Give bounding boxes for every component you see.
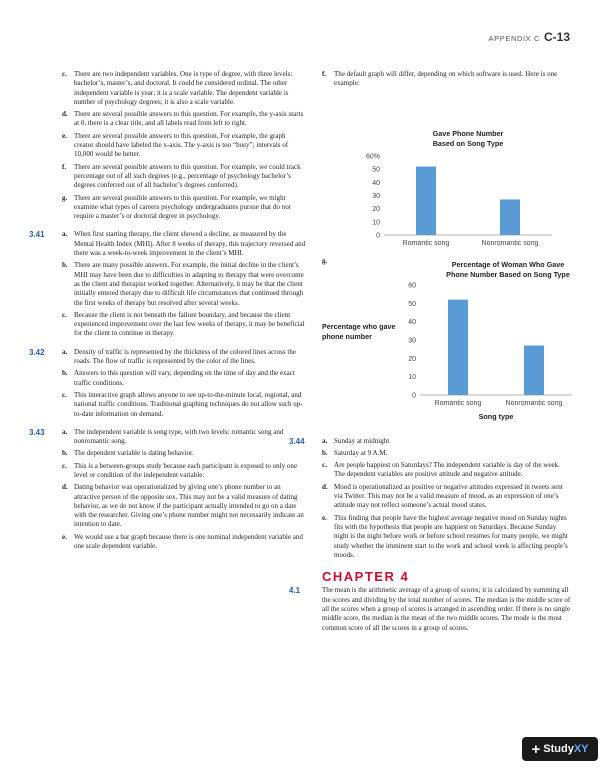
answer-text: This is a between-groups study because each participant is exposed to only one level or condition of the independent variable. xyxy=(74,461,298,479)
x-axis-label: Song type xyxy=(478,411,514,421)
right-answers xyxy=(289,436,572,561)
answer-text: There are two independent variables. One is type of degree, with three levels: bachelor’s, master’s, and doctoral. It could be considered ordinal. The other independent variable is year; it is a scale variable. The dependent variable is number of psychology degrees; it is also a scale variable. xyxy=(74,70,293,106)
question-block xyxy=(29,230,306,338)
y-tick-label: 20 xyxy=(408,355,416,363)
answer-text: There are several possible answers to this question. For example, the graph creator should have labeled the x-axis. The y-axis is too “busy”; intervals of 10,000 would be better. xyxy=(74,131,289,159)
answer-text: Are people happiest on Saturdays? The independent variable is day of the week. The dependent variables are positive attitude and negative attitude. xyxy=(334,461,560,479)
y-tick-label: 50 xyxy=(408,300,416,308)
answer-item xyxy=(322,514,572,560)
answer-text: There are several possible answers to this question. For example, we could track percentage out of all such degrees (e.g., percentage of psychology bachelor’s degrees conferred out of all bachelor’s degrees conferred). xyxy=(74,162,301,190)
answer-item xyxy=(62,428,306,447)
answer-letter: c. xyxy=(62,310,67,319)
answer-item xyxy=(62,348,306,367)
question-block xyxy=(289,436,572,561)
answer-text: There are several possible answers to this question. For example, we might examine what types of careers psychology undergraduates pursue that do not require a master’s or doctoral degree in psychology. xyxy=(74,193,291,221)
answer-letter: b. xyxy=(62,369,68,378)
answer-letter: c. xyxy=(62,70,67,78)
answer-item xyxy=(322,461,572,480)
answer-text: When first starting therapy, the client showed a decline, as measured by the Mental Health Index (MHI). After 8 weeks of therapy, this trajectory reversed and there was a week-to-week improvement in the client’s MHI. xyxy=(74,230,306,258)
answer-letter: c. xyxy=(62,461,67,470)
answer-letter: a. xyxy=(322,436,328,445)
answer-item xyxy=(62,230,306,258)
running-header xyxy=(489,30,570,44)
answer-item xyxy=(322,437,572,446)
answer-item xyxy=(62,449,306,458)
answer-item xyxy=(62,132,306,160)
question-number: 3.41 xyxy=(29,230,45,240)
answer-item xyxy=(62,70,306,107)
answer-item xyxy=(62,163,306,191)
answer-item xyxy=(62,261,306,307)
chart-title-line: Based on Song Type xyxy=(432,138,504,148)
plus-icon: + xyxy=(531,740,541,758)
question-block xyxy=(29,347,306,419)
answer-item xyxy=(62,110,306,129)
question-number: 3.44 xyxy=(289,436,305,446)
answer-letter: a. xyxy=(62,347,68,356)
bar-nonromantic-song xyxy=(524,345,544,395)
answer-letter: f. xyxy=(322,70,327,78)
bar-chart-2 xyxy=(322,253,572,431)
answer-letter: a. xyxy=(62,230,68,239)
chapter-heading: CHAPTER 4 xyxy=(322,569,410,585)
answer-text: Sunday at midnight xyxy=(334,436,390,445)
answer-text: Density of traffic is represented by the thickness of the colored lines across the roads. The flow of traffic is represented by the color of the lines. xyxy=(74,347,296,366)
question-block xyxy=(289,586,572,632)
answer-text: The dependent variable is dating behavior. xyxy=(74,449,194,458)
question-number: 3.43 xyxy=(29,427,45,437)
question-number: 4.1 xyxy=(289,586,301,596)
answer-text: This interactive graph allows anyone to see up-to-the-minute local, regional, and national traffic conditions. Traditional graphing techniques do not allow such up-to-date information on demand. xyxy=(74,390,303,418)
question-number: 3.42 xyxy=(29,347,45,357)
chart-title-line: Gave Phone Number xyxy=(432,128,504,138)
appendix-label: APPENDIX C xyxy=(488,34,540,43)
answer-text: The default graph will differ, depending on which software is used. Here is one example: xyxy=(334,70,558,88)
answer-text: The mean is the arithmetic average of a group of scores; it is calculated by summing all the scores and dividing by the total number of scores. The median is the middle score of all the scores when a group of scores is arranged in ascending order. If there is no single middle score, the median is the mean of the two middle scores. The mode is the most common score of all the scores in a group of scores. xyxy=(322,586,571,632)
answer-item xyxy=(62,369,306,388)
y-tick-label: 60 xyxy=(408,282,416,290)
y-tick-label: 0 xyxy=(376,232,380,240)
answer-text: Dating behavior was operationalized by giving one’s phone number to an attractive person of the opposite sex. This may not be a valid measure of dating behavior, as we do not know if the participant actually intended to go on a date with the researcher. Giving one’s phone number might not necessarily indicate an intention to date. xyxy=(74,483,304,529)
left-column xyxy=(29,70,306,560)
bar-romantic-song xyxy=(416,166,436,234)
x-tick-label: Romantic song xyxy=(434,399,482,407)
answer-text: There are many possible answers. For example, the initial decline in the client’s MHI may have been due to difficulties in adapting to therapy that were overcome as the client and therapist worked together. Alternatively, it may be that the client initially entered therapy due to difficult life circumstances that continued through the first weeks of therapy but resolved after several weeks. xyxy=(74,261,304,307)
y-tick-label: 60% xyxy=(365,153,380,161)
answer-letter: g. xyxy=(322,256,328,265)
answer-item xyxy=(62,194,306,222)
studyxy-logo[interactable] xyxy=(522,737,598,761)
answer-text: We would use a bar graph because there is one nominal independent variable and one scale dependent variable. xyxy=(74,532,303,551)
answer-letter: f. xyxy=(62,162,67,171)
y-axis-label-line: Percentage who gave xyxy=(322,321,396,331)
y-tick-label: 50 xyxy=(372,166,380,174)
answer-text: The independent variable is song type, with two levels: romantic song and nonromantic song. xyxy=(74,427,284,446)
y-tick-label: 10 xyxy=(372,218,380,226)
answer-letter: d. xyxy=(62,110,68,119)
answer-letter: d. xyxy=(62,483,68,492)
answer-letter: c. xyxy=(322,461,327,470)
y-axis-label-line: phone number xyxy=(322,331,372,341)
answer-text: Saturday at 9 A.M. xyxy=(334,448,388,457)
bar-chart-1 xyxy=(322,92,572,247)
answer-letter: e. xyxy=(322,513,327,522)
y-tick-label: 10 xyxy=(408,373,416,381)
y-tick-label: 40 xyxy=(372,179,380,187)
answer-item xyxy=(62,311,306,339)
answer-item xyxy=(322,70,572,89)
x-tick-label: Nonromantic song xyxy=(505,399,563,407)
answer-text: Mood is operationalized as positive or negative attitudes expressed in tweets sent via Twitter. This may not be a valid measure of mood, as an expression of one’s attitude may not reflect someone’s actual mood states. xyxy=(334,482,563,510)
answer-item xyxy=(62,483,306,529)
answer-item xyxy=(62,533,306,552)
answer-letter: a. xyxy=(62,427,68,436)
answer-item xyxy=(62,391,306,419)
right-column xyxy=(289,70,572,642)
answer-item xyxy=(322,483,572,511)
question-block xyxy=(29,427,306,552)
y-tick-label: 30 xyxy=(408,337,416,345)
brand-name: StudyXY xyxy=(543,743,589,755)
question-block xyxy=(62,70,306,221)
answer-text: There are several possible answers to this question. For example, the y-axis starts at 0, there is a clear title, and all labels read from left to right. xyxy=(74,110,304,128)
chart-title-line: Phone Number Based on Song Type xyxy=(446,269,570,279)
answer-letter: b. xyxy=(322,448,328,457)
bar-nonromantic-song xyxy=(500,199,520,235)
chart-title-line: Percentage of Woman Who Gave xyxy=(451,259,565,269)
x-tick-label: Nonromantic song xyxy=(481,239,539,247)
answer-text: This finding that people have the highest average negative mood on Sunday nights fits with the hypothesis that people are happiest on Saturdays. Because Sunday night is the night before work or before school resumes for many people, we might study whether the imminent start to the work and school week is affecting people’s moods. xyxy=(334,513,568,559)
answer-text: Answers to this question will vary, depending on the time of day and the exact traffic conditions. xyxy=(74,369,295,387)
answer-letter: e. xyxy=(62,532,67,541)
answer-letter: d. xyxy=(322,482,328,491)
answer-text: Because the client is not beneath the failure boundary, and because the client experienced improvement over the last few weeks of therapy, it may be beneficial for the client to continue in therapy. xyxy=(74,310,305,338)
answer-letter: b. xyxy=(62,261,68,270)
y-tick-label: 40 xyxy=(408,318,416,326)
y-tick-label: 20 xyxy=(372,205,380,213)
y-tick-label: 0 xyxy=(412,392,416,400)
bar-romantic-song xyxy=(448,299,468,394)
y-tick-label: 30 xyxy=(372,192,380,200)
chart-gave-phone-number xyxy=(322,92,572,247)
answer-letter: b. xyxy=(62,449,68,458)
chart-percentage-woman xyxy=(322,253,572,431)
answer-item xyxy=(322,449,572,458)
answer-letter: c. xyxy=(62,390,67,399)
answer-letter: g. xyxy=(62,193,68,202)
x-tick-label: Romantic song xyxy=(402,239,450,247)
answer-letter: e. xyxy=(62,131,67,140)
answer-item xyxy=(62,462,306,481)
page-number: C-13 xyxy=(543,30,570,44)
